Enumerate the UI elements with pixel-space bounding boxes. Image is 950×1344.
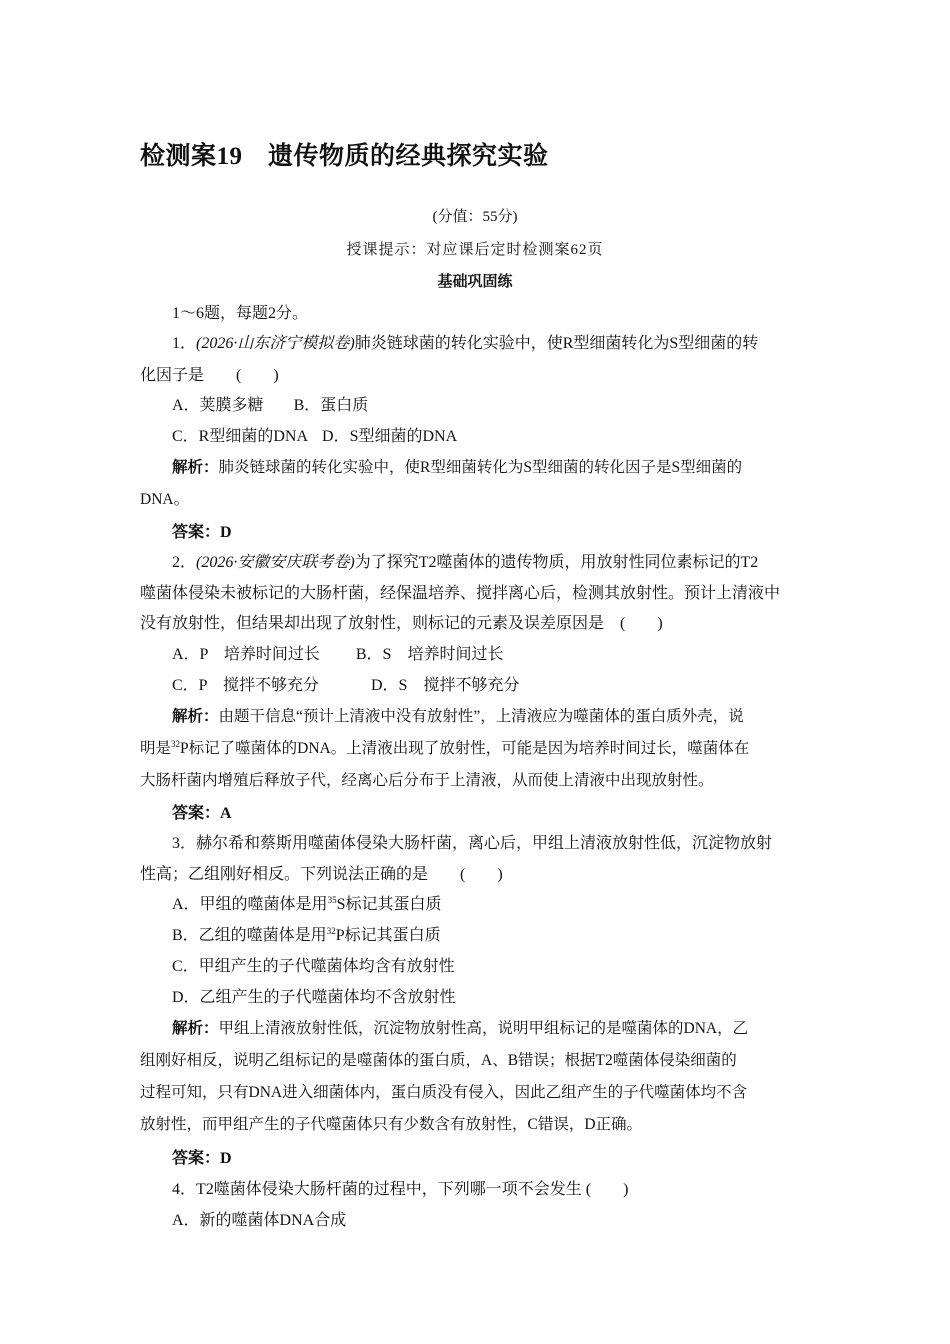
q3-option-a-post: S标记其蛋白质 [336,896,442,913]
q2-analysis-line3: 大肠杆菌内增殖后释放子代，经离心后分布于上清液，从而使上清液中出现放射性。 [140,772,714,789]
q2-stem-a: 为了探究T2噬菌体的遗传物质，用放射性同位素标记的T2 [354,554,759,571]
section-heading: 基础巩固练 [437,274,513,290]
q4-number: 4． [172,1181,197,1198]
q3-option-b-post: P标记其蛋白质 [335,927,441,944]
q2-analysis-b-post: P标记了噬菌体的DNA。上清液出现了放射性，可能是因为培养时间过长，噬菌体在 [180,740,750,757]
q1-analysis-label: 解析： [172,459,219,476]
q1-source: (2026·山东济宁模拟卷) [196,335,355,352]
q1-analysis-a: 肺炎链球菌的转化实验中，使R型细菌转化为S型细菌的转化因子是S型细菌的 [218,459,743,476]
q3-stem-line1 [172,830,772,853]
q2-answer: 答案：A [172,805,232,822]
q1-answer: 答案：D [172,524,232,541]
q3-option-a [172,891,441,914]
q2-options-cd [172,672,519,695]
q4-option-a: A．新的噬菌体DNA合成 [172,1212,347,1229]
q1-option-d: D．S型细菌的DNA [322,428,458,445]
q4-stem-a: T2噬菌体侵染大肠杆菌的过程中，下列哪一项不会发生 ( ) [196,1181,629,1198]
q2-option-a: A．P 培养时间过长 [172,646,320,663]
q3-number: 3． [172,835,197,852]
q2-analysis-line1 [172,704,744,726]
q3-option-d: D．乙组产生的子代噬菌体均不含放射性 [172,989,456,1006]
q3-option-a-sup: 35 [327,895,337,905]
q2-isotope-sup: 32 [171,739,181,749]
teaching-hint: 授课提示：对应课后定时检测案62页 [346,242,604,258]
q3-stem-line2: 性高；乙组刚好相反。下列说法正确的是 ( ) [140,866,503,883]
q1-options-ab [172,392,368,415]
q3-option-c: C．甲组产生的子代噬菌体均含有放射性 [172,958,455,975]
q2-option-b: B．S 培养时间过长 [355,646,504,663]
q1-stem-line2: 化因子是 ( ) [140,367,279,384]
q3-analysis-line1 [172,1016,748,1038]
q3-analysis-line2: 组刚好相反，说明乙组标记的是噬菌体的蛋白质，A、B错误；根据T2噬菌体侵染细菌的 [140,1052,737,1069]
q4-stem-line1 [172,1176,628,1199]
q2-option-c: C．P 搅拌不够充分 [172,677,319,694]
q1-option-c: C．R型细菌的DNA [172,428,309,445]
q2-analysis-line2 [140,736,749,758]
q3-option-b [172,922,441,945]
q2-option-d: D．S 搅拌不够充分 [370,677,520,694]
q1-option-b: B．蛋白质 [293,397,369,414]
q3-answer: 答案：D [172,1150,232,1167]
q3-analysis-line3: 过程可知，只有DNA进入细菌体内，蛋白质没有侵入，因此乙组产生的子代噬菌体均不含 [140,1084,748,1101]
q1-analysis-line2: DNA。 [140,491,190,508]
q1-stem-a: 肺炎链球菌的转化实验中，使R型细菌转化为S型细菌的转 [354,335,759,352]
q1-number: 1． [172,335,197,352]
q1-analysis-line1 [172,455,742,477]
q2-analysis-label: 解析： [172,708,219,725]
q2-stem-line3: 没有放射性，但结果却出现了放射性，则标记的元素及误差原因是 ( ) [140,615,663,632]
q3-analysis-label: 解析： [172,1020,219,1037]
q1-stem-line1 [172,330,758,353]
q2-number: 2． [172,554,197,571]
q2-stem-line2: 噬菌体侵染未被标记的大肠杆菌，经保温培养、搅拌离心后，检测其放射性。预计上清液中 [140,585,781,602]
q2-source: (2026·安徽安庆联考卷) [196,554,355,571]
q3-option-a-pre: A．甲组的噬菌体是用 [172,896,328,913]
q3-analysis-line4: 放射性，而甲组产生的子代噬菌体只有少数含有放射性，C错误，D正确。 [140,1116,643,1133]
q2-options-ab [172,641,503,664]
q2-analysis-a: 由题干信息“预计上清液中没有放射性”，上清液应为噬菌体的蛋白质外壳，说 [218,708,744,725]
q3-option-b-sup: 32 [326,926,336,936]
q1-options-cd [172,423,457,446]
q1-option-a: A．荚膜多糖 [172,397,264,414]
q3-stem-a: 赫尔希和蔡斯用噬菌体侵染大肠杆菌，离心后，甲组上清液放射性低，沉淀物放射 [196,835,773,852]
score-note: (分值：55分) [432,209,518,225]
page-title: 检测案19 遗传物质的经典探究实验 [140,143,549,170]
question-intro: 1～6题，每题2分。 [172,305,309,322]
q2-analysis-b-pre: 明是 [140,740,172,757]
q2-stem-line1 [172,549,758,572]
q3-analysis-a: 甲组上清液放射性低，沉淀物放射性高，说明甲组标记的是噬菌体的DNA，乙 [218,1020,749,1037]
q3-option-b-pre: B．乙组的噬菌体是用 [172,927,327,944]
